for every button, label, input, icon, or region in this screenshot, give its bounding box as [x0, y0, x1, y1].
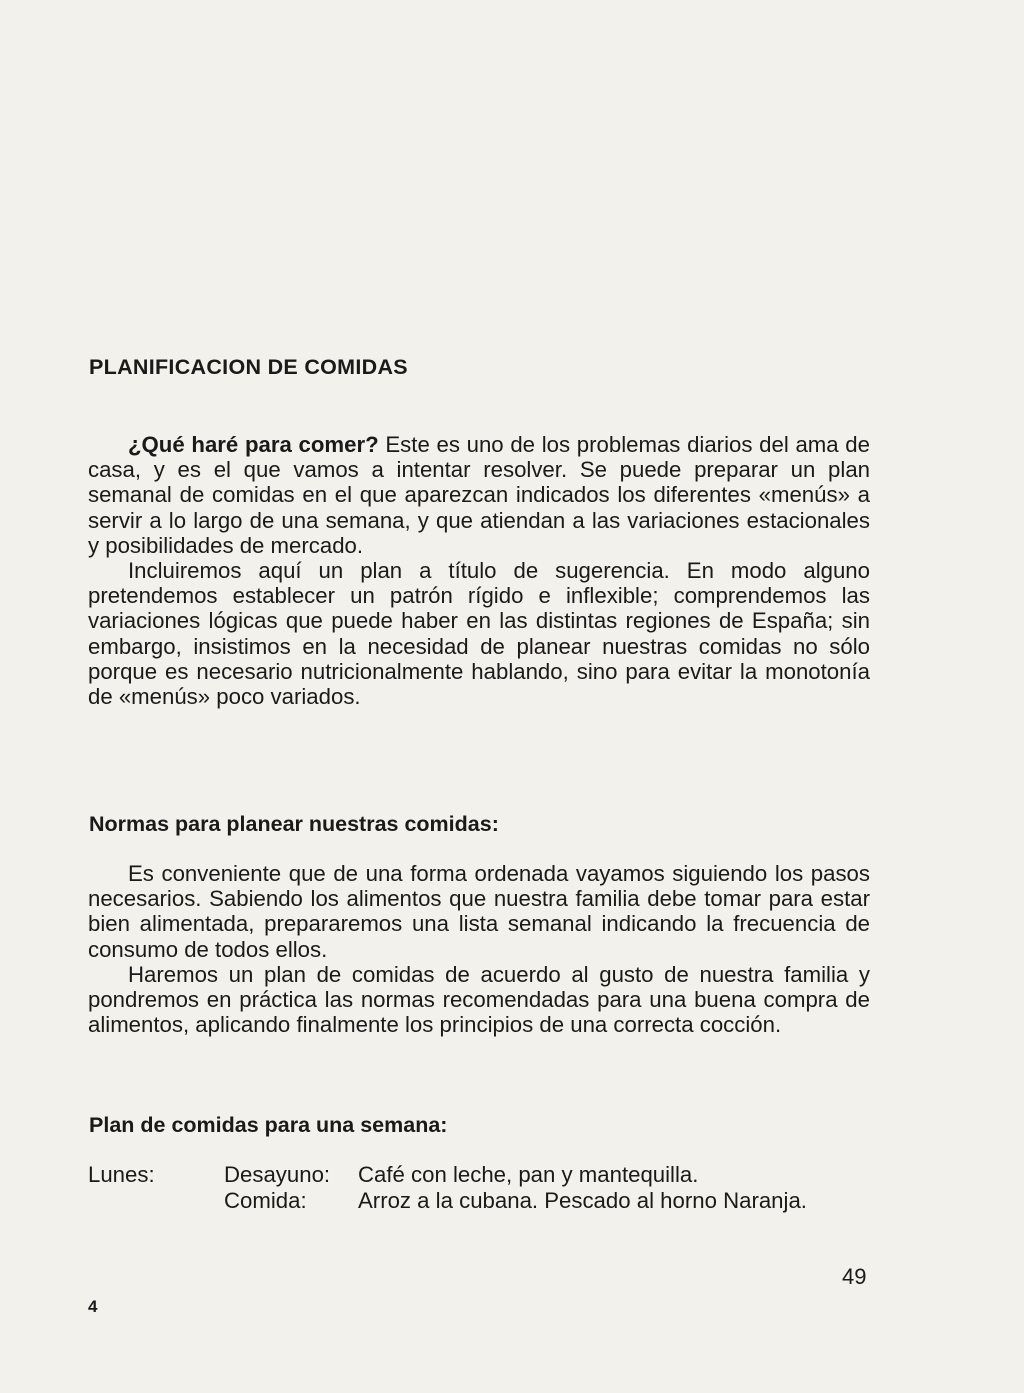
day-label: Lunes: [88, 1162, 155, 1187]
intro-section [88, 432, 870, 709]
normas-section [88, 861, 870, 1037]
meal-label-lunch: Comida: [224, 1188, 307, 1213]
intro-paragraph-1 [88, 432, 870, 558]
plan-heading: Plan de comidas para una semana: [89, 1113, 448, 1137]
normas-paragraph-2: Haremos un plan de comidas de acuerdo al gusto de nuestra familia y pondremos en práctica las normas recomendadas para una buena compra de alimentos, aplicando finalmente los principios de una correcta cocción. [88, 961, 870, 1038]
meal-text-lunch: Arroz a la cubana. Pescado al horno Naranja. [358, 1188, 807, 1213]
page-number: 49 [842, 1264, 867, 1289]
meal-text-breakfast: Café con leche, pan y mantequilla. [358, 1162, 699, 1187]
intro-paragraph-2: Incluiremos aquí un plan a título de sugerencia. En modo alguno pretendemos establecer un patrón rígido e inflexible; comprendemos las variaciones lógicas que puede haber en las distintas regiones de España; sin embargo, insistimos en la necesidad de planear nuestras comidas no sólo porque es necesario nutricionalmente hablando, sino para evitar la monotonía de «menús» poco variados. [88, 558, 870, 710]
signature-mark: 4 [88, 1297, 98, 1316]
normas-heading: Normas para planear nuestras comidas: [89, 812, 499, 836]
normas-paragraph-1: Es conveniente que de una forma ordenada vayamos siguiendo los pasos necesarios. Sabiendo los alimentos que nuestra familia debe tomar para estar bien alimentada, prepararemos una lista semanal indicando la frecuencia de consumo de todos ellos. [88, 861, 870, 962]
page-title: PLANIFICACION DE COMIDAS [89, 355, 408, 379]
intro-paragraph-1-text: Este es uno de los problemas diarios del ama de casa, y es el que vamos a intentar resolver. Se puede preparar un plan semanal de comidas en el que aparezcan indicados los diferentes «menús» a servir a lo largo de una semana, y que atiendan a las variaciones estacionales y posibilidades de mercado. [88, 432, 870, 558]
intro-lead-question: ¿Qué haré para comer? [128, 432, 379, 457]
meal-label-breakfast: Desayuno: [224, 1162, 331, 1187]
